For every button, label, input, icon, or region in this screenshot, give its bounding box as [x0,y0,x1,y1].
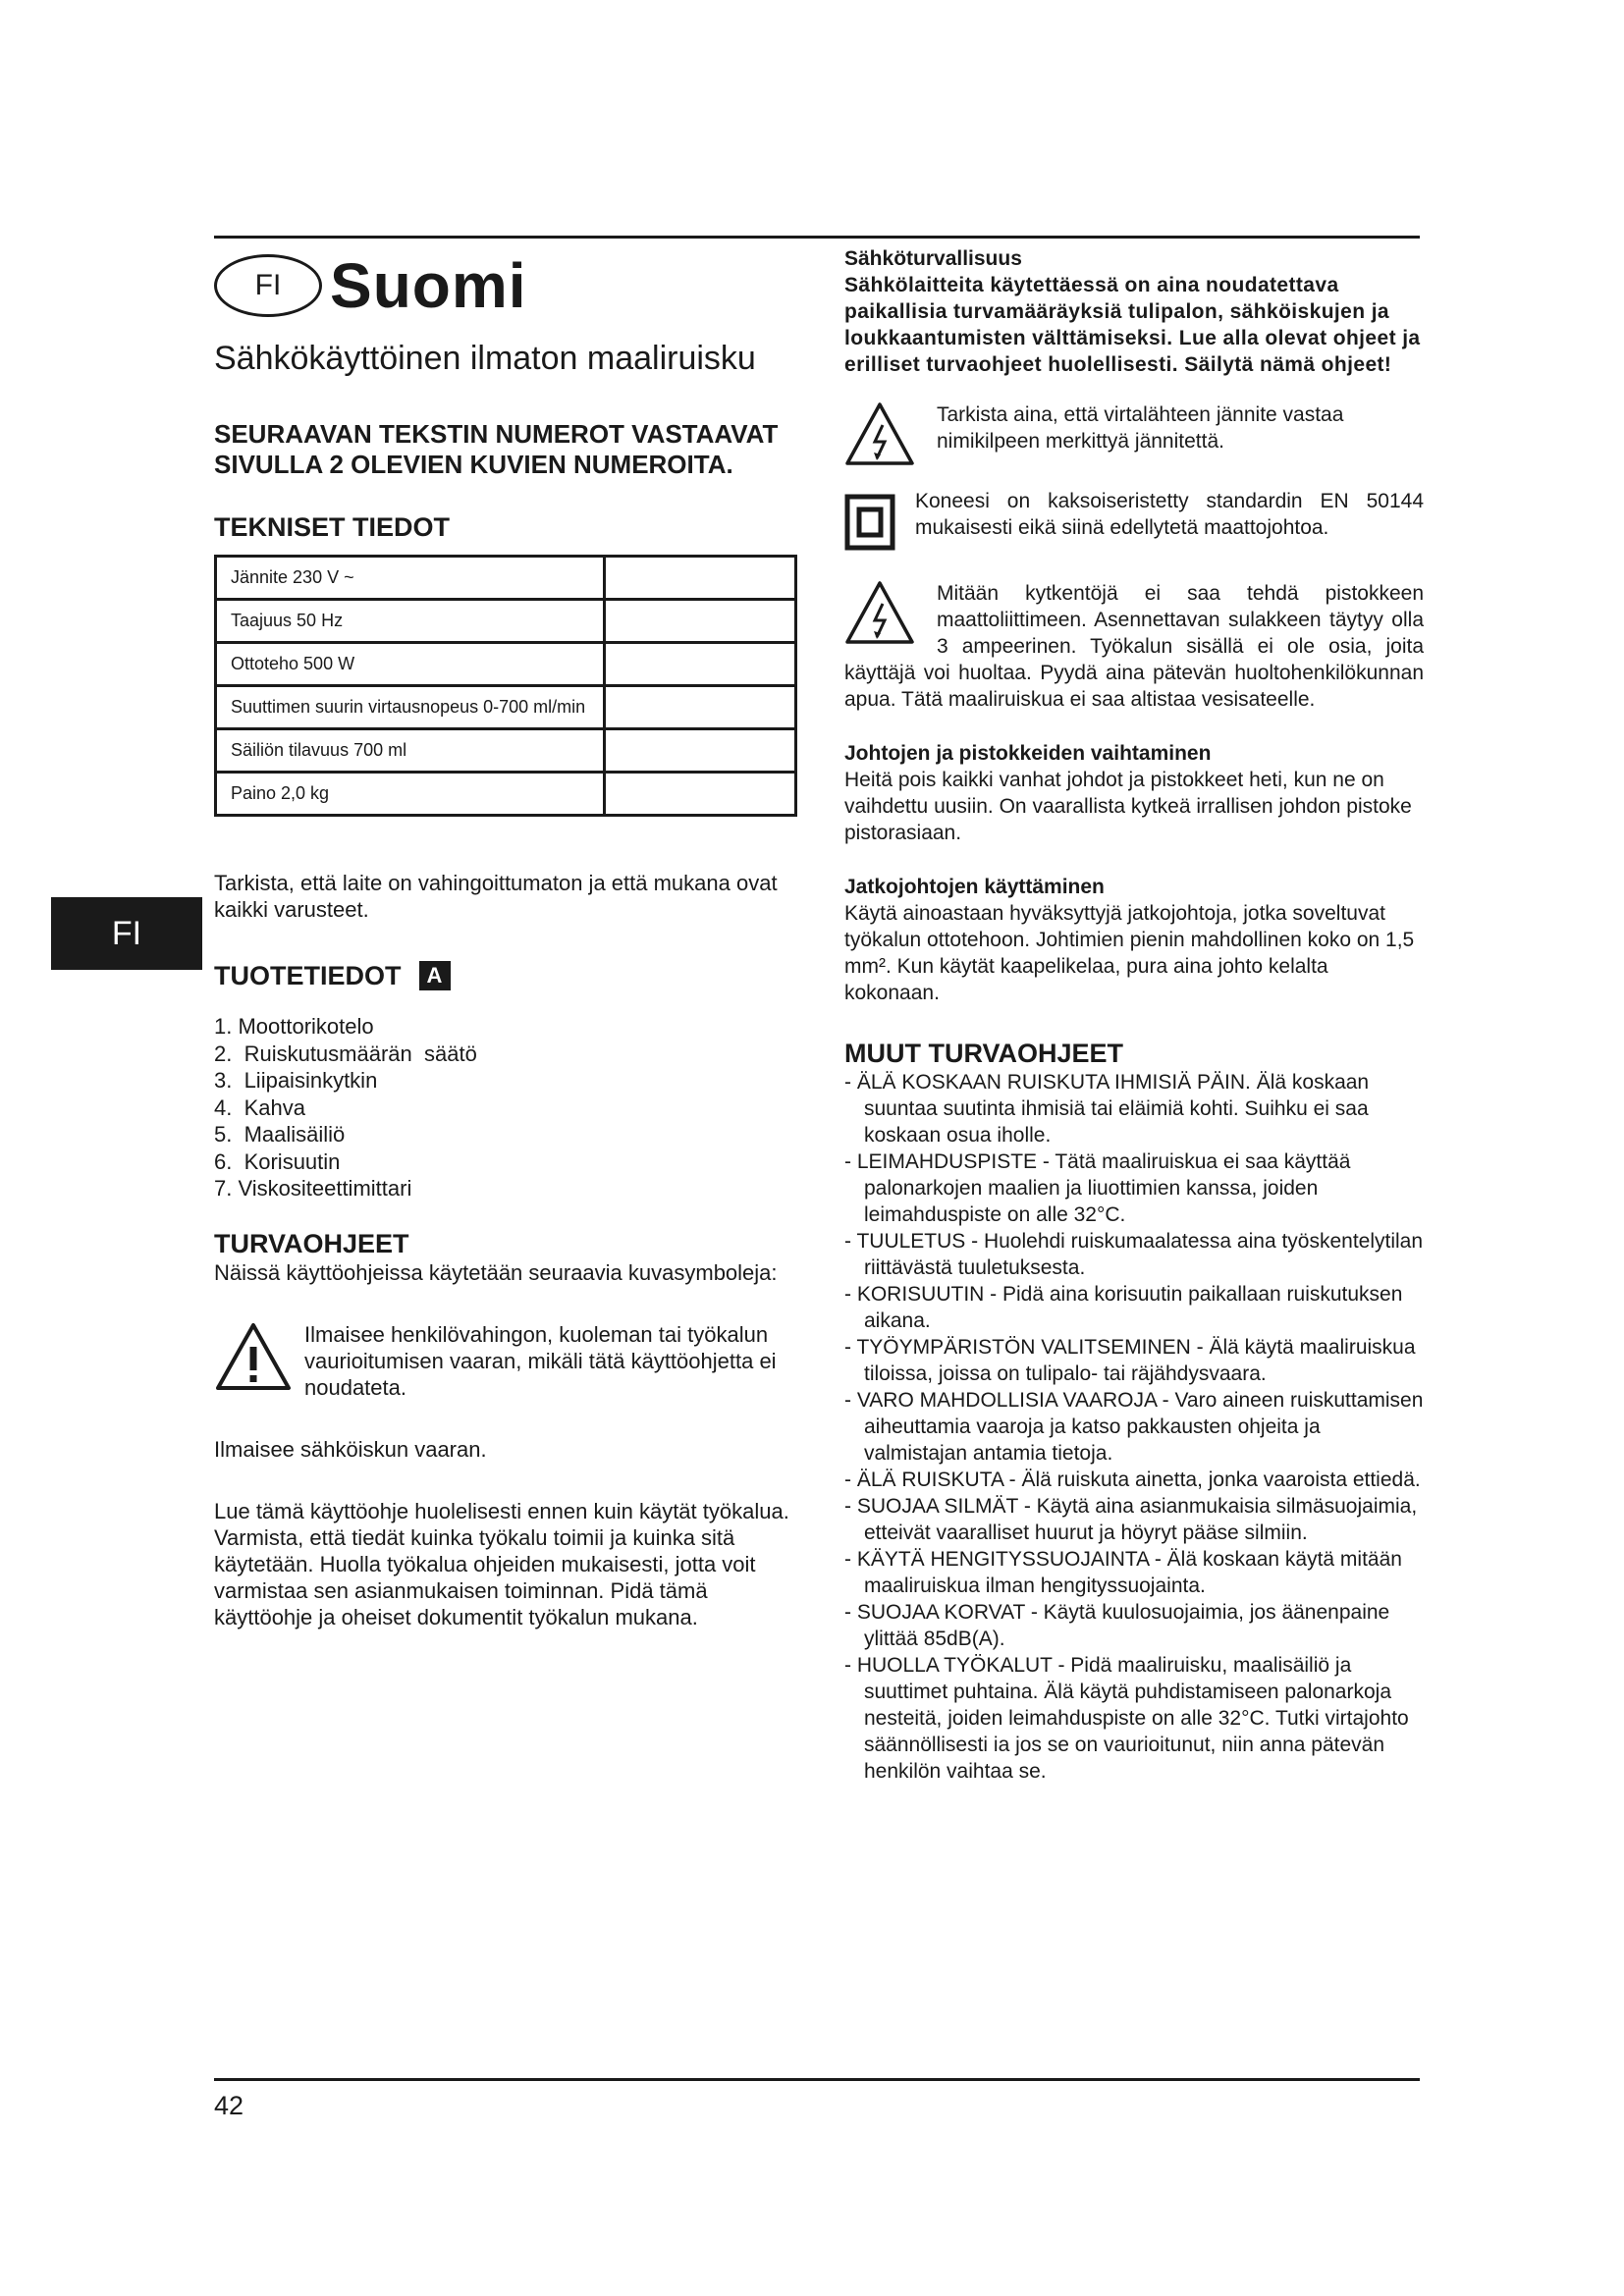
electric-shock-icon [844,401,915,466]
language-side-tab: FI [51,897,202,970]
cables-heading: Johtojen ja pistokkeiden vaihtaminen [844,742,1212,765]
list-item: 5. Maalisäiliö [214,1122,346,1147]
electrical-heading: Sähköturvallisuus [844,247,1022,270]
list-item: - VARO MAHDOLLISIA VAAROJA - Varo aineen ruiskuttamisen aiheuttamia vaaroja ja katso pakkausten ohjeita ja valmistajan antamia tietoja. [844,1389,1424,1465]
product-title: Sähkökäyttöinen ilmaton maaliruisku [214,340,756,377]
spec-value [604,643,795,686]
list-item: - KORISUUTIN - Pidä aina korisuutin paikallaan ruiskutuksen aikana. [844,1283,1403,1332]
other-safety-list [844,1069,1424,1785]
product-info-heading [214,960,803,991]
list-item: - HUOLLA TYÖKALUT - Pidä maaliruisku, maalisäiliö ja suuttimet puhtaina. Älä käytä puhdistamiseen palonarkoja nesteitä, joiden leimahduspiste on alle 32°C. Tutki virtajohto säännöllisesti ia jos se on vaurioitunut, niin anna pätevän henkilön vaihtaa se. [844,1654,1409,1783]
spec-label: Paino 2,0 kg [216,773,605,816]
table-row [216,773,796,816]
figure-tag: A [419,961,451,990]
left-column [214,250,803,1630]
extension-text: Käytä ainoastaan hyväksyttyjä jatkojohtoja, jotka soveltuvat työkalun ottotehoon. Johtimien pienin mahdollinen koko on 1,5 mm². Kun käytät kaapelikelaa, pura aina johto kelalta kokonaan. [844,902,1415,1004]
right-column [844,245,1424,1785]
connection-text: Mitään kytkentöjä ei saa tehdä pistokkeen maattoliittimeen. Asennettavan sulakkeen täytyy olla 3 ampeerinen. Työkalun sisällä ei ole osia, joita käyttäjä voi huoltaa. Pyydä aina pätevän huoltohenkilökunnan apua. Tätä maaliruiskua ei saa altistaa vesisateelle. [844,582,1424,711]
connection-block [844,580,1424,713]
list-item: - TYÖYMPÄRISTÖN VALITSEMINEN - Älä käytä maaliruiskua tiloissa, joissa on tulipalo- tai räjähdysvaara. [844,1336,1416,1385]
list-item: - KÄYTÄ HENGITYSSUOJAINTA - Älä koskaan käytä mitään maaliruiskua ilman hengityssuojainta. [844,1548,1402,1597]
check-text: Tarkista, että laite on vahingoittumaton ja että mukana ovat kaikki varusteet. [214,871,778,922]
voltage-text: Tarkista aina, että virtalähteen jännite vastaa nimikilpeen merkittyä jännitettä. [937,403,1344,453]
electric-shock-icon [844,580,915,645]
extension-heading: Jatkojohtojen käyttäminen [844,876,1105,898]
parts-list [214,1013,803,1202]
language-header [214,250,803,321]
warning-symbol-row [214,1321,803,1401]
list-item: 7. Viskositeettimittari [214,1176,412,1201]
list-item: 6. Korisuutin [214,1148,341,1174]
cables-text: Heitä pois kaikki vanhat johdot ja pistokkeet heti, kun ne on vaihdettu uusiin. On vaarallista kytkeä irrallisen johdon pistoke pistorasiaan. [844,769,1412,844]
list-item: - ÄLÄ RUISKUTA - Älä ruiskuta ainetta, jonka vaaroista ettiedä. [844,1468,1421,1491]
spec-value [604,686,795,729]
spec-label: Jännite 230 V ~ [216,557,605,600]
table-row [216,686,796,729]
tech-heading: TEKNISET TIEDOT [214,512,451,542]
list-item: - SUOJAA SILMÄT - Käytä aina asianmukaisia silmäsuojaimia, etteivät vaaralliset huurut ja höyryt pääse silmiin. [844,1495,1418,1544]
list-item: - ÄLÄ KOSKAAN RUISKUTA IHMISIÄ PÄIN. Älä koskaan suuntaa suutinta ihmisiä tai eläimiä kohti. Suihku ei saa koskaan osua iholle. [844,1071,1370,1147]
double-insulation-text: Koneesi on kaksoiseristetty standardin EN 50144 mukaisesti eikä siinä edellytetä maattojohtoa. [915,490,1424,539]
top-rule [214,236,1420,239]
list-item: - TUULETUS - Huolehdi ruiskumaalatessa aina työskentelytilan riittävästä tuuletuksesta. [844,1230,1424,1279]
numbering-note: SEURAAVAN TEKSTIN NUMEROT VASTAAVAT SIVULLA 2 OLEVIEN KUVIEN NUMEROITA. [214,419,779,479]
bottom-rule [214,2078,1420,2081]
table-row [216,643,796,686]
list-item: 3. Liipaisinkytkin [214,1068,378,1093]
spec-label: Taajuus 50 Hz [216,600,605,643]
spec-value [604,557,795,600]
warning-text: Ilmaisee henkilövahingon, kuoleman tai työkalun vaurioitumisen vaaran, mikäli tätä käyttöohjetta ei noudateta. [304,1321,777,1400]
spec-value [604,729,795,773]
safety-heading: TURVAOHJEET [214,1228,409,1258]
double-insulation-icon [844,488,895,557]
read-instructions-text: Lue tämä käyttöohje huolelisesti ennen kuin käytät työkalua. Varmista, että tiedät kuinka työkalu toimii ja kuinka sitä käytetään. Huolla työkalua ohjeiden mukaisesti, jotta voit varmistaa sen asianmukaisen toiminnan. Pidä tämä käyttöohje ja oheiset dokumentit työkalun mukana. [214,1498,789,1629]
list-item: - LEIMAHDUSPISTE - Tätä maaliruiskua ei saa käyttää palonarkojen maalien ja liuottimien kanssa, joiden leimahduspiste on alle 32°C. [844,1150,1351,1226]
voltage-row [844,401,1424,466]
page-number: 42 [214,2091,244,2120]
spec-value [604,773,795,816]
spec-label: Säiliön tilavuus 700 ml [216,729,605,773]
safety-intro: Näissä käyttöohjeissa käytetään seuraavia kuvasymboleja: [214,1259,778,1285]
spec-label: Ottoteho 500 W [216,643,605,686]
language-title: Suomi [330,250,527,321]
table-row [216,729,796,773]
table-row [216,600,796,643]
spec-table [214,555,797,817]
table-row [216,557,796,600]
other-safety-heading: MUUT TURVAOHJEET [844,1039,1124,1068]
list-item: - SUOJAA KORVAT - Käytä kuulosuojaimia, jos äänenpaine ylittää 85dB(A). [844,1601,1390,1650]
double-insulation-row [844,488,1424,557]
product-info-title: TUOTETIEDOT [214,961,402,990]
list-item: 1. Moottorikotelo [214,1014,374,1039]
language-badge: FI [214,254,322,317]
shock-text: Ilmaisee sähköiskun vaaran. [214,1436,487,1462]
electrical-intro: Sähkölaitteita käytettäessä on aina noudatettava paikallisia turvamääräyksiä tulipalon, sähköiskujen ja loukkaantumisten välttämiseksi. Lue alla olevat ohjeet ja erilliset turvaohjeet huolellisesti. Säilytä nämä ohjeet! [844,274,1421,376]
list-item: 2. Ruiskutusmäärän säätö [214,1041,477,1066]
spec-label: Suuttimen suurin virtausnopeus 0-700 ml/min [216,686,605,729]
warning-triangle-icon [214,1321,293,1392]
list-item: 4. Kahva [214,1095,305,1120]
spec-value [604,600,795,643]
